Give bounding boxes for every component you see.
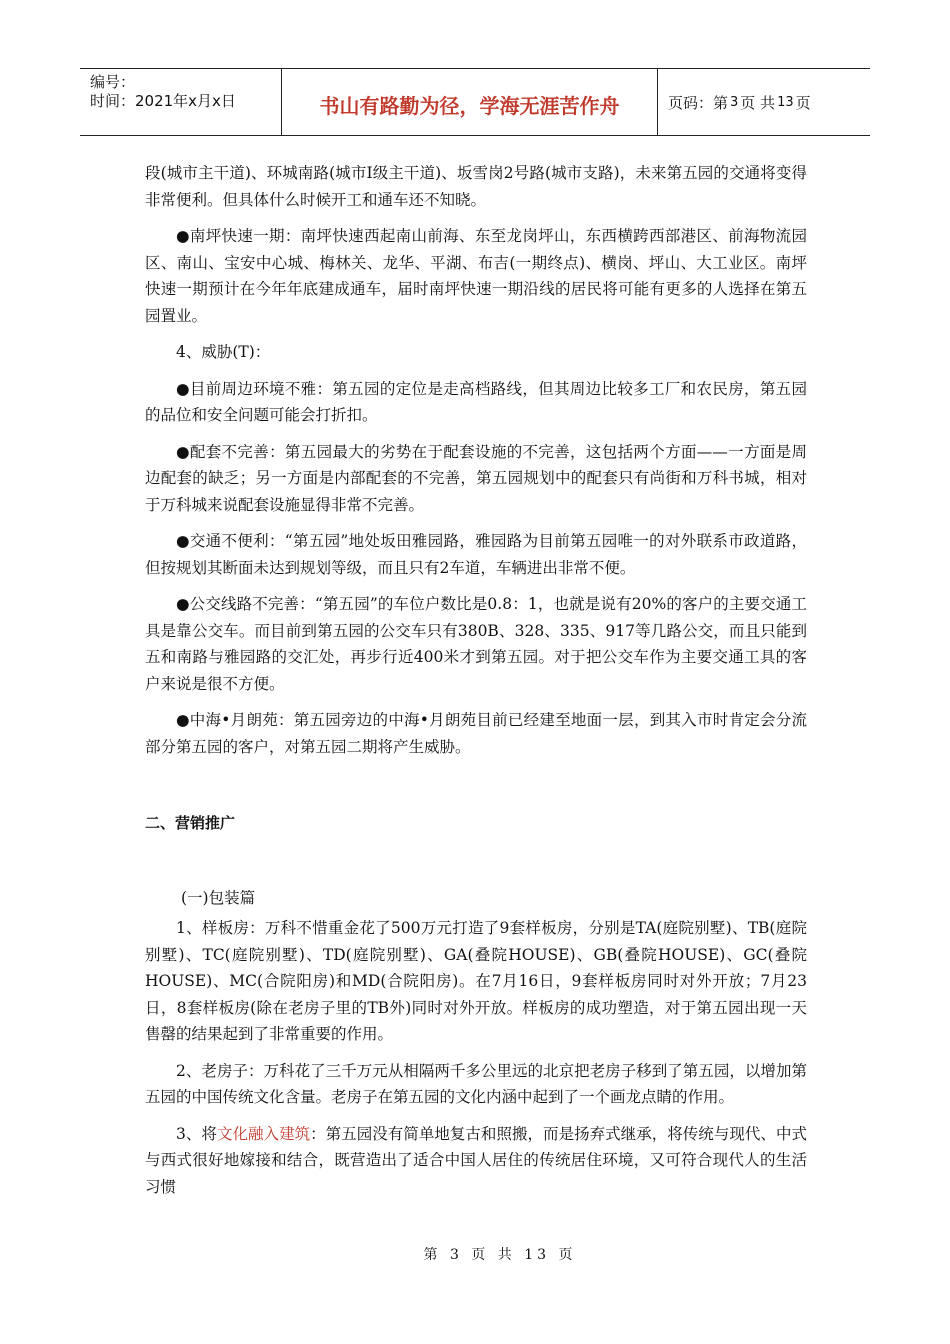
paragraph-nanping-express: ●南坪快速一期：南坪快速西起南山前海、东至龙岗坪山，东西横跨西部港区、前海物流园区、南山、宝安中心城、梅林关、龙华、平湖、布吉(一期终点)、横岗、坪山、大工业区。南坪快速一期预计在今年年底建成通车，届时南坪快速一期沿线的居民将可能有更多的人选择在第五园置业。 xyxy=(145,227,807,325)
heading-threats: 4、威胁(T)： xyxy=(176,343,271,361)
paragraph-traffic: 段(城市主干道)、环城南路(城市Ⅰ级主干道)、坂雪岗2号路(城市支路)，未来第五园的交通将变得非常便利。但具体什么时候开工和通车还不知晓。 xyxy=(145,164,807,209)
page-label-suffix: 页 xyxy=(795,93,811,112)
paragraph-show-flats: 1、样板房：万科不惜重金花了500万元打造了9套样板房，分别是TA(庭院别墅)、TB(庭院别墅)、TC(庭院别墅)、TD(庭院别墅)、GA(叠院HOUSE)、GB(叠院HOUSE)、GC(叠院HOUSE)、MC(合院阳房)和MD(合院阳房)。在7月16日，9套样板房同时对外开放；7月23日，8套样板房(除在老房子里的TB外)同时对外开放。样板房的成功塑造，对于第五园出现一天售罄的结果起到了非常重要的作用。 xyxy=(145,919,807,1043)
paragraph-facilities: ●配套不完善：第五园最大的劣势在于配套设施的不完善，这包括两个方面——一方面是周边配套的缺乏；另一方面是内部配套的不完善，第五园规划中的配套只有尚街和万科书城，相对于万科城来说配套设施显得非常不完善。 xyxy=(145,442,807,514)
culture-rest: ：第五园没有简单地复古和照搬，而是扬弃式继承，将传统与现代、中式与西式很好地嫁接和结合，既营造出了适合中国人居住的传统居住环境，又可符合现代人的生活习惯 xyxy=(145,1124,807,1196)
page-label-mid: 页 共 xyxy=(740,93,776,112)
section-title-marketing: 二、营销推广 xyxy=(145,814,236,832)
paragraph-old-house: 2、老房子：万科花了三千万元从相隔两千多公里远的北京把老房子移到了第五园，以增加第五园的中国传统文化含量。老房子在第五园的文化内涵中起到了一个画龙点睛的作用。 xyxy=(145,1061,807,1106)
document-body xyxy=(145,160,807,1210)
subheading-packaging: (一)包装篇 xyxy=(181,888,256,907)
date-label: 时间：2021年x月x日 xyxy=(90,92,236,110)
culture-prefix: 3、将 xyxy=(176,1124,217,1143)
page-current: 3 xyxy=(730,94,739,110)
header-motto: 书山有路勤为径，学海无涯苦作舟 xyxy=(282,69,658,135)
paragraph-bus-lines: ●公交线路不完善：“第五园”的车位户数比是0.8：1，也就是说有20%的客户的主要交通工具是靠公交车。而目前到第五园的公交车只有380B、328、335、917等几路公交，而且只能到五和南路与雅园路的交汇处，再步行近400米才到第五园。对于把公交车作为主要交通工具的客户来说是很不方便。 xyxy=(145,595,807,693)
page-label-prefix: 页码：第 xyxy=(668,93,729,112)
doc-number-label: 编号： xyxy=(90,73,136,91)
paragraph-transport: ●交通不便利：“第五园”地处坂田雅园路，雅园路为目前第五园唯一的对外联系市政道路，但按规划其断面未达到规划等级，而且只有2车道，车辆进出非常不便。 xyxy=(145,532,807,577)
paragraph-competitor: ●中海•月朗苑：第五园旁边的中海•月朗苑目前已经建至地面一层，到其入市时肯定会分流部分第五园的客户，对第五园二期将产生威胁。 xyxy=(145,711,807,756)
header-page-info xyxy=(658,69,870,135)
page-header xyxy=(80,68,870,136)
paragraph-culture xyxy=(145,1121,807,1201)
paragraph-environment: ●目前周边环境不雅：第五园的定位是走高档路线，但其周边比较多工厂和农民房，第五园的品位和安全问题可能会打折扣。 xyxy=(145,379,807,424)
culture-link[interactable]: 文化融入建筑 xyxy=(216,1124,311,1143)
page-total: 13 xyxy=(777,94,794,110)
page-footer: 第 3 页 共 13 页 xyxy=(423,1247,577,1263)
header-meta-cell xyxy=(80,69,282,135)
